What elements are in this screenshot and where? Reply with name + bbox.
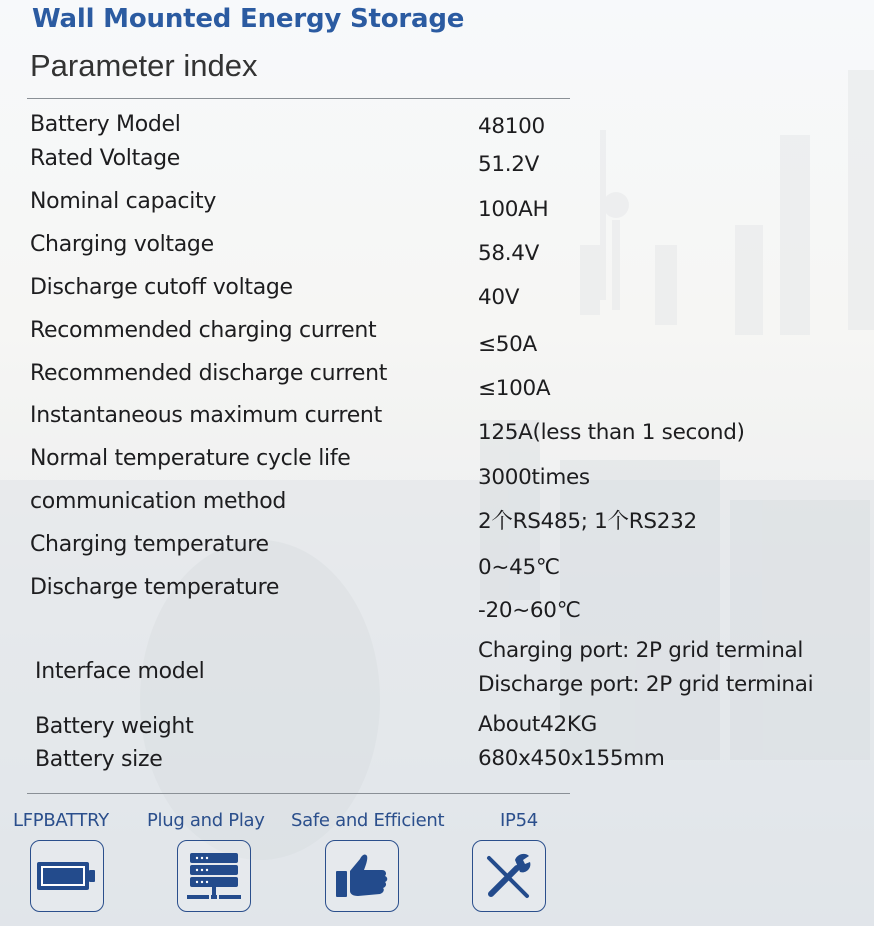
thumbs-up-icon: [334, 851, 390, 901]
param-value-nominal-capacity: 100AH: [478, 197, 549, 222]
param-label-battery-model: Battery Model: [30, 112, 181, 137]
param-label-communication-method: communication method: [30, 489, 287, 514]
param-label-discharge-cutoff-voltage: Discharge cutoff voltage: [30, 275, 293, 300]
bottom-divider: [27, 793, 570, 794]
param-label-nominal-capacity: Nominal capacity: [30, 189, 217, 214]
param-label-instantaneous-max-current: Instantaneous maximum current: [30, 403, 382, 428]
feature-label-plug-and-play: Plug and Play: [147, 810, 265, 831]
param-value-recommended-discharge-current: ≤100A: [478, 376, 551, 401]
top-divider: [27, 98, 570, 99]
param-label-battery-size: Battery size: [35, 747, 163, 772]
param-value-interface-charging-port: Charging port: 2P grid terminal: [478, 638, 804, 663]
param-label-discharge-temperature: Discharge temperature: [30, 575, 280, 600]
param-value-discharge-cutoff-voltage: 40V: [478, 285, 520, 310]
param-value-battery-size: 680x450x155mm: [478, 746, 665, 771]
param-label-interface-model: Interface model: [35, 659, 205, 684]
param-label-cycle-life: Normal temperature cycle life: [30, 446, 351, 471]
section-subtitle: Parameter index: [30, 48, 258, 83]
feature-label-ip54: IP54: [500, 810, 538, 831]
param-value-instantaneous-max-current: 125A(less than 1 second): [478, 420, 745, 445]
param-value-discharge-temperature: -20~60℃: [478, 598, 581, 623]
feature-badge-safe-and-efficient: [325, 840, 399, 912]
feature-label-safe-and-efficient: Safe and Efficient: [291, 810, 445, 831]
page-title: Wall Mounted Energy Storage: [32, 4, 465, 34]
param-value-battery-weight: About42KG: [478, 712, 597, 737]
param-label-charging-temperature: Charging temperature: [30, 532, 269, 557]
param-label-recommended-charging-current: Recommended charging current: [30, 318, 377, 343]
feature-label-lfp-battery: LFPBATTRY: [13, 810, 109, 831]
param-label-charging-voltage: Charging voltage: [30, 232, 214, 257]
feature-badge-plug-and-play: [177, 840, 251, 912]
param-value-cycle-life: 3000times: [478, 465, 590, 490]
param-value-charging-voltage: 58.4V: [478, 241, 540, 266]
param-value-charging-temperature: 0~45℃: [478, 555, 560, 580]
param-value-recommended-charging-current: ≤50A: [478, 332, 537, 357]
param-value-battery-model: 48100: [478, 114, 545, 139]
feature-badge-lfp-battery: [30, 840, 104, 912]
battery-icon: [36, 859, 98, 893]
server-network-icon: [187, 849, 241, 903]
param-value-interface-discharge-port: Discharge port: 2P grid terminai: [478, 672, 814, 697]
param-label-rated-voltage: Rated Voltage: [30, 146, 181, 171]
param-value-communication-method: 2个RS485; 1个RS232: [478, 509, 697, 534]
param-label-battery-weight: Battery weight: [35, 714, 194, 739]
param-label-recommended-discharge-current: Recommended discharge current: [30, 361, 388, 386]
feature-badge-ip54: [472, 840, 546, 912]
tools-icon: [483, 850, 535, 902]
param-value-rated-voltage: 51.2V: [478, 152, 540, 177]
